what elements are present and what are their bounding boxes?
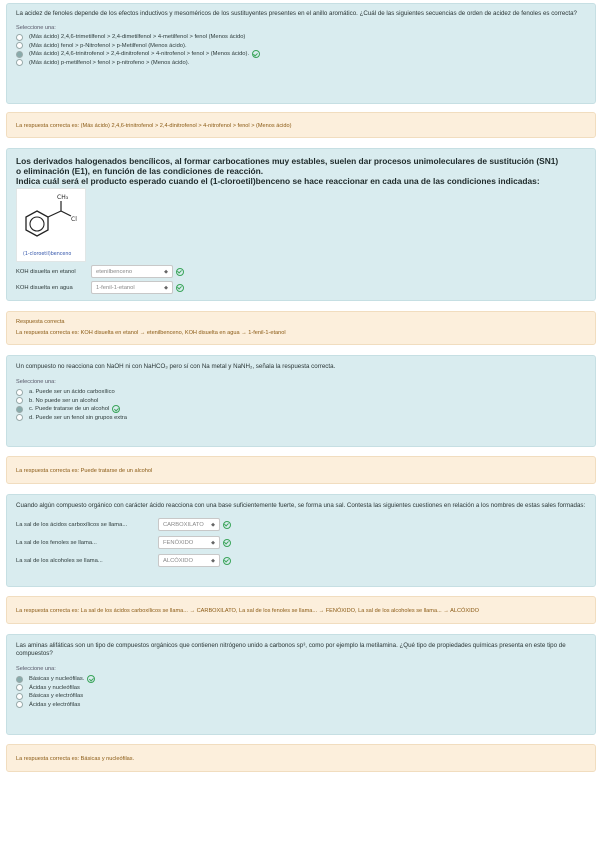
feedback-status: Respuesta correcta [16, 319, 65, 325]
question-text: La acidez de fenoles depende de los efectos inductivos y mesoméricos de los sustituyentes presentes en el anillo aromático. ¿Cuál de las siguientes secuencias de orden de acidez de fenoles es correcta? [16, 10, 577, 17]
option-label: (Más ácido) 2,4,6-trinitrofenol > 2,4-dinitrofenol > 4-nitrofenol > fenol > (Menos ácido). [29, 51, 250, 58]
option-label: b. No puede ser un alcohol [29, 397, 99, 404]
radio-button[interactable] [16, 693, 23, 700]
answer-option[interactable] [16, 33, 586, 42]
correct-check-icon [176, 284, 184, 292]
answer-option[interactable] [16, 42, 586, 51]
match-label: La sal de los ácidos carboxílicos se llama... [16, 521, 128, 528]
feedback-card-1 [6, 112, 596, 138]
select-label: Seleccione una: [16, 379, 56, 385]
match-row-2 [16, 281, 184, 294]
radio-button[interactable] [16, 42, 23, 49]
answer-option[interactable] [16, 414, 586, 423]
answer-option[interactable] [16, 675, 586, 684]
answer-option[interactable] [16, 684, 586, 693]
feedback-card-2 [6, 311, 596, 345]
correct-check-icon [176, 268, 184, 276]
radio-button[interactable] [16, 414, 23, 421]
question-title: Los derivados halogenados bencílicos, al formar carbocationes muy estables, suelen dar procesos unimoleculares de sustitución (SN1) o eliminación (E1), en función de las condiciones de reacción. Indica cuál será el producto esperado cuando el (1-cloroetil)benceno se hace reaccionar en cada una de las condiciones indicadas: [16, 156, 559, 186]
question-card-3 [6, 355, 596, 447]
answer-select[interactable]: FENÓXIDO ◆ [158, 536, 220, 549]
answer-option[interactable] [16, 405, 586, 414]
feedback-text: La respuesta correcta es: Puede tratarse de un alcohol [16, 468, 153, 474]
match-label: La sal de los fenoles se llama... [16, 539, 97, 546]
cl-label: Cl [71, 216, 77, 223]
chevron-down-icon: ◆ [211, 539, 215, 546]
answer-option[interactable] [16, 388, 586, 397]
chevron-down-icon: ◆ [164, 268, 168, 275]
molecule-image [16, 188, 86, 262]
correct-check-icon [223, 557, 231, 565]
radio-button[interactable] [16, 34, 23, 41]
answer-option[interactable] [16, 397, 586, 406]
chevron-down-icon: ◆ [164, 284, 168, 291]
question-card-4 [6, 494, 596, 587]
feedback-card-4 [6, 596, 596, 624]
molecule-caption: (1-cloroetil)benceno [23, 252, 72, 257]
answer-select[interactable]: 1-fenil-1-etanol ◆ [91, 281, 173, 294]
question-card-2 [6, 148, 596, 301]
radio-button[interactable] [16, 676, 23, 683]
option-label: Básicas y nucleófilas. [29, 676, 85, 683]
option-label: (Más ácido) p-metilfenol > fenol > p-nitrofeno > (Menos ácido). [29, 59, 190, 66]
select-label: Seleccione una: [16, 666, 56, 672]
feedback-text: La respuesta correcta es: (Más ácido) 2,4,6-trinitrofenol > 2,4-dinitrofenol > 4-nitrofenol > fenol > (Menos ácido) [16, 123, 292, 129]
match-row-3 [16, 554, 586, 567]
radio-button[interactable] [16, 59, 23, 66]
feedback-card-3 [6, 456, 596, 484]
ch3-label: CH₃ [57, 194, 69, 201]
question-card-1 [6, 3, 596, 104]
option-label: Básicas y electrófilas [29, 693, 84, 700]
feedback-text: La respuesta correcta es: La sal de los ácidos carboxílicos se llama... → CARBOXILATO, La sal de los fenoles se llama... → FENÓXIDO, La sal de los alcoholes se llama... → ALCÓXIDO [16, 608, 480, 614]
radio-button[interactable] [16, 701, 23, 708]
match-row-2 [16, 536, 586, 549]
select-label: Seleccione una: [16, 25, 56, 31]
match-row-1 [16, 265, 184, 278]
question-text: Cuando algún compuesto orgánico con carácter ácido reacciona con una base suficientemente fuerte, se forma una sal. Contesta las siguientes cuestiones en relación a los nombres de estas sales formadas: [16, 502, 586, 509]
option-label: (Más ácido) fenol > p-Nitrofenol > p-Metilfenol (Menos ácido). [29, 42, 187, 49]
answer-option[interactable] [16, 59, 586, 68]
chevron-down-icon: ◆ [211, 557, 215, 564]
match-label: La sal de los alcoholes se llama... [16, 557, 103, 564]
radio-button[interactable] [16, 684, 23, 691]
radio-button[interactable] [16, 389, 23, 396]
answer-select[interactable]: etenilbenceno ◆ [91, 265, 173, 278]
correct-check-icon [252, 50, 260, 58]
answer-select[interactable]: CARBOXILATO ◆ [158, 518, 220, 531]
option-label: a. Puede ser un ácido carboxílico [29, 389, 115, 396]
radio-button[interactable] [16, 397, 23, 404]
answer-select[interactable]: ALCÓXIDO ◆ [158, 554, 220, 567]
radio-button[interactable] [16, 406, 23, 413]
chevron-down-icon: ◆ [211, 521, 215, 528]
answer-option[interactable] [16, 692, 586, 701]
correct-check-icon [223, 521, 231, 529]
question-text: Un compuesto no reacciona con NaOH ni con NaHCO₃ pero sí con Na metal y NaNH₂, señala la respuesta correcta. [16, 363, 336, 370]
answer-option[interactable] [16, 50, 586, 59]
correct-check-icon [87, 675, 95, 683]
answer-option[interactable] [16, 701, 586, 710]
question-card-5 [6, 634, 596, 735]
question-text: Las aminas alifáticas son un tipo de compuestos orgánicos que contienen nitrógeno unido a carbonos sp³, como por ejemplo la metilamina. ¿Qué tipo de propiedades químicas presenta en este tipo de compuestos? [16, 642, 566, 657]
match-label: KOH disuelta en agua [16, 284, 73, 291]
molecule-structure [17, 189, 85, 261]
option-label: c. Puede tratarse de un alcohol [29, 406, 110, 413]
option-label: (Más ácido) 2,4,6-trimetilfenol > 2,4-dimetilfenol > 4-metilfenol > fenol (Menos ácido) [29, 34, 246, 41]
option-label: Ácidas y electrófilas [29, 701, 81, 708]
match-label: KOH disuelta en etanol [16, 268, 76, 275]
feedback-text: La respuesta correcta es: Básicas y nucleófilas. [16, 756, 135, 762]
feedback-card-5 [6, 744, 596, 772]
correct-check-icon [223, 539, 231, 547]
option-label: d. Puede ser un fenol sin grupos extra [29, 414, 127, 421]
option-label: Ácidas y nucleófilas [29, 684, 80, 691]
correct-check-icon [112, 405, 120, 413]
radio-button[interactable] [16, 51, 23, 58]
match-row-1 [16, 518, 586, 531]
feedback-text: La respuesta correcta es: KOH disuelta en etanol → etenilbenceno, KOH disuelta en agua → 1-fenil-1-etanol [16, 330, 286, 336]
